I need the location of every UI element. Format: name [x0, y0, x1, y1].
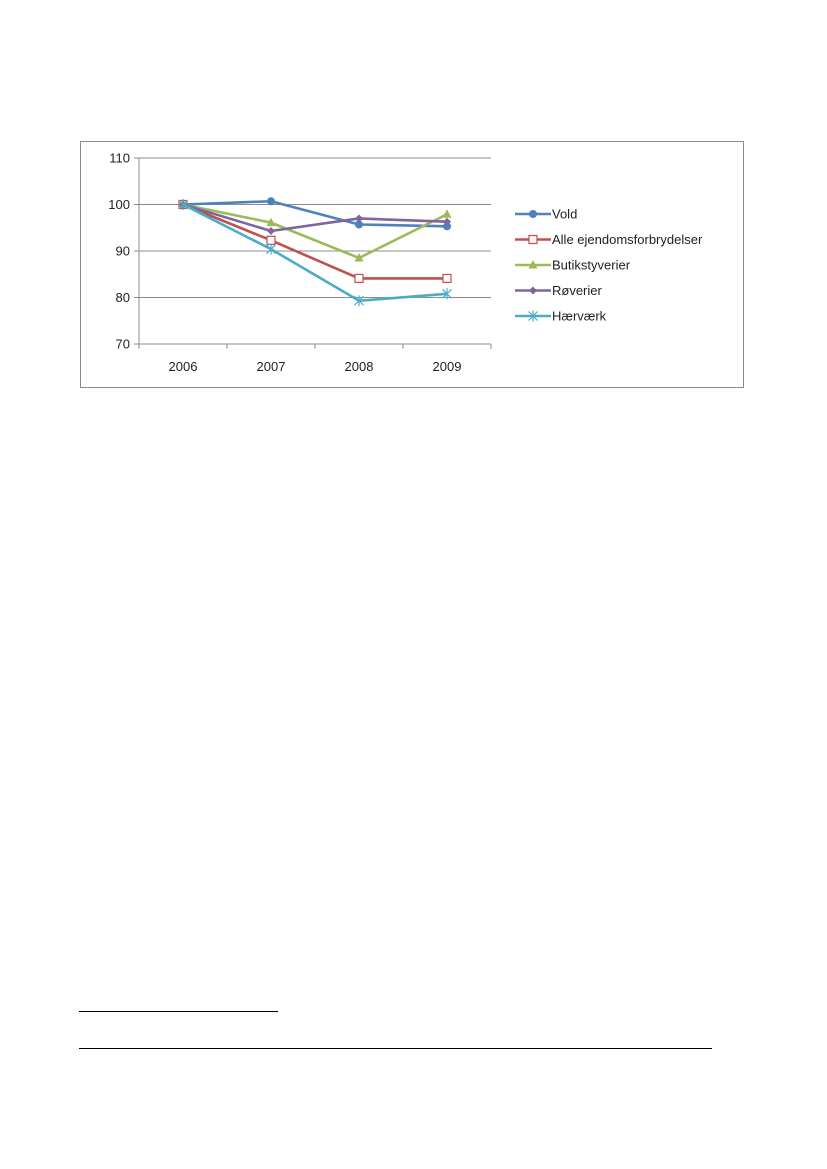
legend-label: Butikstyverier	[552, 257, 631, 273]
legend-label: Hærværk	[552, 308, 607, 324]
legend-marker	[529, 236, 537, 244]
data-point	[355, 274, 363, 282]
series-2	[179, 200, 452, 262]
x-tick-label: 2008	[344, 359, 374, 374]
gridlines	[139, 158, 491, 344]
y-tick-label: 80	[115, 290, 130, 305]
series-lines	[179, 197, 452, 306]
data-point	[355, 214, 363, 222]
footnote-separator	[79, 1011, 278, 1012]
y-tick-label: 70	[115, 336, 130, 352]
legend-entry	[515, 258, 631, 273]
data-point	[443, 209, 452, 218]
y-tick-label: 90	[115, 243, 130, 259]
data-point	[443, 274, 451, 282]
data-point	[267, 244, 276, 255]
data-point	[267, 197, 275, 205]
chart-frame	[80, 141, 744, 388]
legend-entry	[515, 283, 603, 298]
axes	[108, 151, 491, 375]
footer-rule	[79, 1048, 712, 1049]
series-3	[179, 201, 451, 236]
series-line	[183, 205, 447, 301]
legend-marker	[529, 287, 537, 295]
x-tick-label: 2006	[168, 359, 198, 374]
data-point	[267, 236, 275, 244]
data-point	[267, 227, 275, 235]
legend-label: Røverier	[552, 283, 602, 298]
x-tick-label: 2009	[432, 359, 462, 374]
legend-entry	[515, 309, 607, 324]
series-line	[183, 205, 447, 232]
legend-label: Alle ejendomsforbrydelser	[552, 232, 703, 247]
legend-entry	[515, 207, 577, 222]
y-tick-label: 110	[109, 150, 130, 166]
legend-entry	[515, 232, 703, 247]
x-tick-label: 2007	[256, 359, 286, 374]
legend-label: Vold	[552, 206, 578, 222]
legend	[515, 207, 703, 324]
y-tick-label: 100	[108, 197, 130, 212]
line-chart	[81, 142, 743, 387]
legend-marker	[529, 210, 537, 218]
